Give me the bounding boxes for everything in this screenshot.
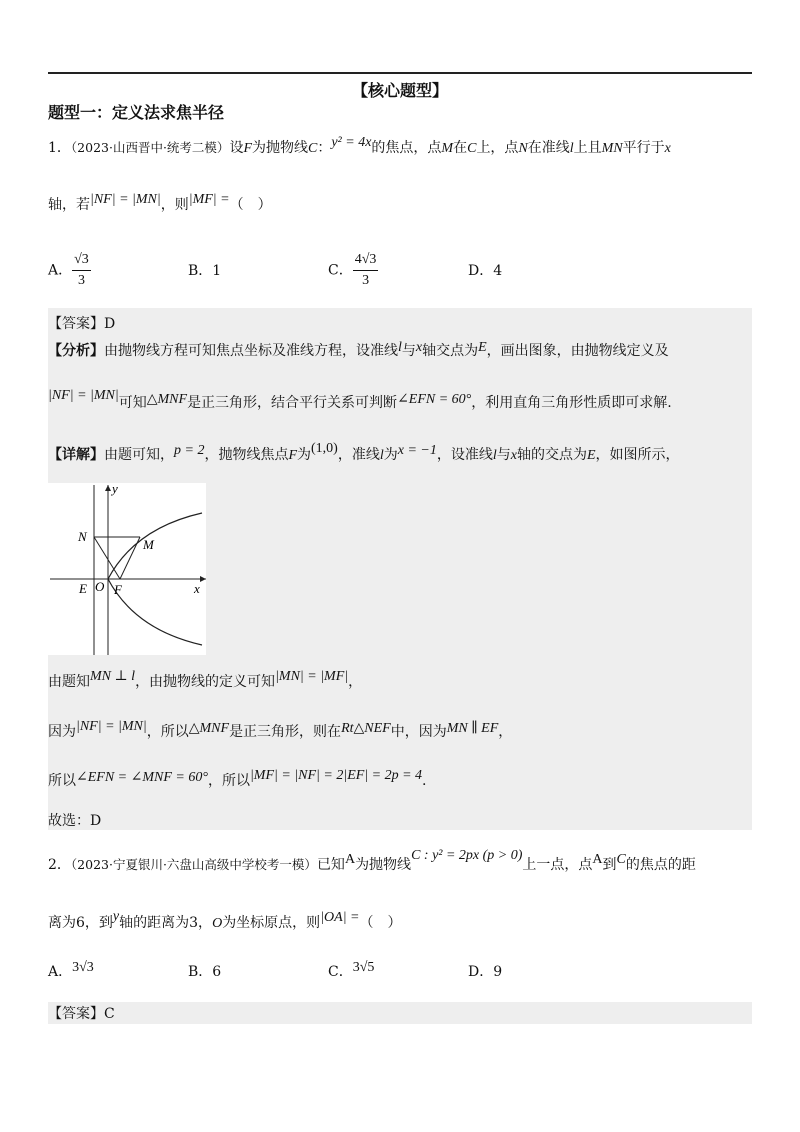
q1-line1 [48, 135, 671, 159]
q1-var-f: F [243, 141, 252, 156]
q1-step1 [48, 669, 363, 693]
step-text: ， [498, 724, 513, 740]
q2-text: 离为6，到 [48, 915, 113, 931]
q1-source: （2023·山西晋中·统考二模） [70, 140, 230, 155]
q1-text: 轴，若 [48, 197, 90, 213]
q2-source: （2023·宁夏银川·六盘山高级中学校考一模） [70, 857, 317, 872]
step-text: . [422, 773, 427, 789]
option-value: 4 [493, 263, 503, 279]
q2-option-d [468, 962, 502, 982]
detail-focus: (1,0) [311, 441, 338, 456]
q2-text: 已知 [316, 857, 345, 873]
analysis-text: 轴交点为 [422, 343, 479, 359]
option-label: A． [48, 964, 73, 980]
analysis-var-l: l [398, 340, 402, 355]
q1-answer: 【答案】D [48, 316, 116, 332]
q1-number: 1． [48, 140, 71, 156]
detail-text: ，准线 [337, 447, 380, 463]
q2-var-o: O [212, 916, 223, 931]
top-rule [48, 72, 752, 74]
q2-option-c [328, 962, 374, 983]
step-text: 所以 [48, 773, 76, 789]
option-label: C． [328, 262, 353, 279]
option-label: D． [468, 964, 494, 980]
detail-text: ，如图所示， [595, 447, 680, 463]
detail-text: 轴的交点为 [516, 447, 587, 463]
q1-text: 的焦点，点 [371, 140, 442, 156]
step-rt-triangle: Rt△NEF [341, 721, 391, 736]
q1-condition: |NF| = |MN| [90, 192, 161, 207]
q1-var-n: N [518, 141, 528, 156]
q1-step2 [48, 719, 513, 743]
option-label: C． [328, 964, 353, 980]
detail-text: 与 [496, 447, 511, 463]
q1-option-c [328, 250, 378, 291]
detail-label: 【详解】 [48, 447, 104, 463]
q1-var-l: l [569, 141, 574, 156]
q2-text: 为坐标原点，则 [222, 915, 321, 931]
analysis-condition: |NF| = |MN| [48, 388, 119, 403]
q2-option-b [188, 962, 221, 982]
q1-text: 平行于 [622, 140, 665, 156]
option-value: 9 [493, 964, 503, 980]
step-angle: ∠EFN = ∠MNF = 60° [76, 770, 208, 785]
step-text: ，所以 [207, 773, 250, 789]
detail-text: ，设准线 [436, 447, 493, 463]
q2-ask: |OA| = [320, 910, 360, 925]
segment-nf [94, 537, 120, 579]
option-value: 3√5 [352, 960, 375, 975]
step-text: ，由抛物线的定义可知 [135, 674, 276, 690]
analysis-var-x: x [415, 340, 423, 355]
step-text: 因为 [48, 724, 76, 740]
q1-text: 为抛物线 [252, 140, 308, 156]
step-condition: |NF| = |MN| [76, 719, 147, 734]
analysis-triangle: △MNF [146, 392, 188, 407]
q1-analysis-line2 [48, 388, 672, 414]
label-o: O [95, 579, 105, 594]
q1-analysis-line1 [48, 341, 669, 362]
q1-ask: |MF| = [188, 192, 230, 207]
q1-option-a [48, 250, 91, 291]
q1-text: ： [317, 140, 332, 156]
q1-text: 设 [229, 140, 244, 156]
y-axis-arrow [105, 485, 111, 491]
q2-text: 的焦点的距 [625, 857, 696, 873]
option-a-fraction [72, 250, 91, 291]
q1-var-c: C [308, 141, 318, 156]
q2-line2 [48, 909, 402, 934]
label-x: x [194, 581, 200, 596]
label-e: E [79, 581, 87, 596]
q2-var-c: C [616, 852, 626, 867]
detail-var-l: l [379, 448, 384, 463]
option-value: 3√3 [72, 960, 94, 975]
label-m: M [143, 537, 154, 552]
step-perp: MN ⊥ l [90, 669, 136, 684]
analysis-text: ，画出图象，由抛物线定义及 [486, 343, 669, 359]
detail-var-f: F [288, 448, 298, 463]
q2-var-y: y [112, 909, 120, 924]
label-y: y [112, 483, 118, 496]
q2-text: 上一点，点 [522, 857, 593, 873]
section-title: 题型一：定义法求焦半径 [48, 103, 225, 122]
q1-var-x: x [664, 141, 671, 156]
analysis-text: 由抛物线方程可知焦点坐标及准线方程，设准线 [104, 343, 398, 359]
q2-var-a: A [592, 852, 603, 867]
detail-directrix: x = −1 [397, 443, 437, 458]
detail-var-e: E [586, 448, 596, 463]
step-result: |MF| = |NF| = 2|EF| = 2p = 4 [249, 768, 423, 783]
segment-mf [120, 537, 140, 579]
option-value: 1 [212, 263, 222, 279]
q1-paren: （ ） [229, 197, 272, 213]
q1-choose: 故选：D [48, 813, 102, 829]
step-parallel: MN ∥ EF [446, 721, 499, 736]
label-n: N [78, 529, 87, 544]
q2-paren: （ ） [359, 915, 402, 931]
q2-var-a: A [344, 852, 356, 867]
option-label: A． [48, 262, 73, 279]
option-label: B． [188, 263, 213, 279]
analysis-var-e: E [478, 340, 487, 355]
option-c-fraction [353, 250, 379, 291]
parabola-figure [48, 483, 206, 655]
step-triangle: △MNF [188, 721, 230, 736]
q1-text: 在准线 [527, 140, 570, 156]
q1-detail-line [48, 441, 680, 466]
q1-text: 在 [453, 140, 468, 156]
q2-number: 2． [48, 857, 71, 873]
x-axis-arrow [200, 576, 206, 582]
fraction-denominator: 3 [362, 273, 370, 288]
q2-parabola-eq: C : y² = 2px (p > 0) [411, 848, 523, 863]
fraction-denominator: 3 [77, 273, 85, 288]
q2-option-a [48, 962, 94, 983]
q2-answer-block [48, 1002, 752, 1024]
option-value: 6 [212, 964, 222, 980]
q1-text: 上，点 [476, 140, 519, 156]
fraction-numerator: √3 [72, 250, 91, 271]
option-label: B． [188, 964, 213, 980]
q1-option-d [468, 261, 502, 281]
step-text: ， [348, 674, 363, 690]
q1-line2 [48, 192, 272, 216]
fraction-numerator: 4√3 [353, 250, 379, 271]
step-text: ，所以 [146, 724, 189, 740]
label-f: F [114, 582, 122, 597]
q1-text: 上且 [573, 140, 602, 156]
q2-line1 [48, 848, 696, 876]
q2-text: 到 [602, 857, 617, 873]
detail-text: ，抛物线焦点 [204, 447, 289, 463]
step-text: 中，因为 [390, 724, 447, 740]
analysis-text: 可知 [118, 395, 147, 411]
parabola-graph [48, 483, 206, 655]
step-text: 是正三角形，则在 [229, 724, 342, 740]
detail-var-x: x [510, 448, 517, 463]
analysis-text: 与 [401, 343, 416, 359]
step-eq: |MN| = |MF| [275, 669, 349, 684]
analysis-text: ，利用直角三角形性质即可求解. [471, 395, 672, 411]
option-label: D． [468, 263, 494, 279]
q2-text: 轴的距离为3， [119, 915, 213, 931]
core-heading: 【核心题型】 [351, 81, 448, 100]
detail-text: 由题可知， [104, 447, 174, 463]
q1-step3 [48, 768, 427, 792]
detail-text: 为 [297, 447, 312, 463]
analysis-label: 【分析】 [48, 343, 104, 359]
q1-var-mn: MN [601, 141, 623, 156]
q1-text: ，则 [160, 197, 189, 213]
analysis-angle: ∠EFN = 60° [397, 392, 472, 407]
q2-text: 为抛物线 [355, 857, 412, 873]
detail-p: p = 2 [174, 443, 205, 458]
q1-parabola-eq: y² = 4x [331, 135, 372, 150]
q2-answer: 【答案】C [48, 1006, 115, 1022]
analysis-text: 是正三角形，结合平行关系可判断 [187, 395, 398, 411]
q1-option-b [188, 261, 221, 281]
detail-text: 为 [383, 447, 398, 463]
q1-var-m: M [441, 141, 454, 156]
step-text: 由题知 [48, 674, 90, 690]
detail-var-l: l [492, 448, 497, 463]
q1-var-c: C [467, 141, 477, 156]
